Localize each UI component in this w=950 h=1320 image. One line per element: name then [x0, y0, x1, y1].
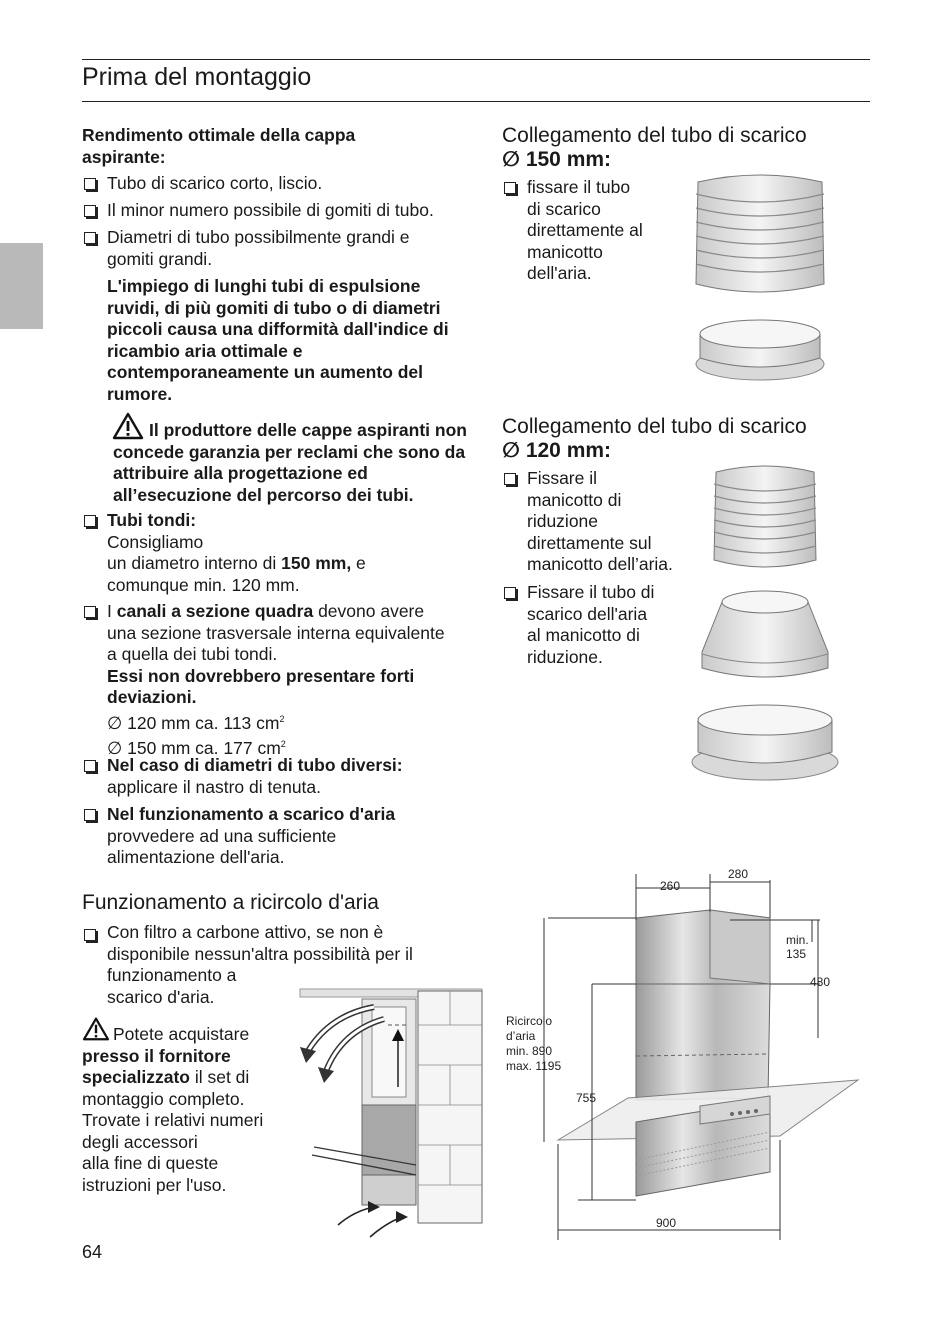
text-line: manicotto di — [527, 489, 622, 510]
page-number: 64 — [82, 1242, 103, 1262]
text-line: alla fine di queste — [82, 1153, 219, 1173]
text-run: e — [351, 553, 366, 573]
text-run-bold: specializzato — [82, 1067, 190, 1087]
text-run: I — [107, 601, 117, 621]
checkbox-icon — [504, 587, 516, 599]
superscript: 2 — [280, 738, 286, 749]
section-heading-120 — [502, 415, 807, 463]
text-run-bold: canali a sezione quadra — [116, 601, 314, 621]
header-rule-top — [82, 59, 870, 60]
text-line: montaggio completo. — [82, 1088, 245, 1109]
checkbox-icon — [84, 760, 96, 772]
heading-line-bold: ∅ 120 mm: — [502, 439, 612, 462]
text-line-bold: presso il fornitore — [82, 1045, 231, 1066]
dim-480: 480 — [810, 975, 831, 989]
square-ducts-item — [107, 601, 477, 759]
dim-ricircolo: Ricircolo — [506, 1014, 553, 1028]
warning-bold-text: L'impiego di lunghi tubi di espulsione ruvidi, di più gomiti di tubo o di diametri piccoli causa una difformità dall'indice di ricambio aria ottimale e contemporaneamente un aumento del rumore. — [107, 276, 449, 404]
heading-line: Collegamento del tubo di scarico — [502, 415, 807, 438]
dim-280: 280 — [728, 867, 749, 881]
optimal-performance-heading: Rendimento ottimale della cappa aspirante: — [82, 125, 356, 167]
exhaust-mode-text: alimentazione dell'aria. — [107, 847, 285, 867]
text-line: di scarico — [527, 198, 601, 219]
text-line: Fissare il tubo di — [527, 582, 655, 602]
text-line: degli accessori — [82, 1131, 198, 1152]
page-title: Prima del montaggio — [82, 63, 312, 91]
list-item: Diametri di tubo possibilmente grandi e gomiti grandi. — [107, 227, 410, 269]
instruction-120-reducer — [527, 468, 697, 576]
instruction-150 — [527, 177, 687, 285]
flexible-pipe-150-illustration — [690, 172, 830, 387]
text-line: istruzioni per l'uso. — [82, 1174, 227, 1195]
section-heading-150 — [502, 124, 807, 172]
text-line: direttamente sul — [527, 532, 652, 553]
text-line: Con filtro a carbone attivo, se non è — [107, 922, 384, 942]
heading-line-bold: ∅ 150 mm: — [502, 148, 612, 171]
exhaust-mode-item — [107, 804, 477, 869]
square-ducts-bold: Essi non dovrebbero presentare forti deviazioni. — [107, 665, 415, 707]
round-pipes-text: Consigliamo — [107, 531, 204, 552]
accessory-note — [82, 1024, 297, 1196]
checkbox-icon — [84, 515, 96, 527]
text-run: un diametro interno di — [107, 553, 282, 573]
exhaust-mode-title: Nel funzionamento a scarico d'aria — [107, 804, 396, 824]
text-line: riduzione. — [527, 646, 603, 667]
text-line: Potete acquistare — [113, 1024, 250, 1044]
checkbox-icon — [84, 809, 96, 821]
dim-min: min. — [786, 933, 809, 947]
text-run-bold: 150 mm, — [281, 553, 352, 573]
checkbox-icon — [84, 205, 96, 217]
round-pipes-item — [107, 510, 467, 596]
checkbox-icon — [504, 182, 516, 194]
round-pipes-diameter — [107, 553, 467, 575]
dim-260: 260 — [660, 879, 681, 893]
text-line: disponibile nessun'altra possibilità per il — [107, 943, 413, 964]
checkbox-icon — [84, 929, 96, 941]
heading-line: Collegamento del tubo di scarico — [502, 124, 807, 147]
dim-ricircolo-max: max. 1195 — [506, 1059, 562, 1073]
recirculation-airflow-illustration — [296, 985, 486, 1240]
hood-dimension-diagram — [500, 860, 870, 1250]
checkbox-icon — [84, 606, 96, 618]
exhaust-mode-text: provvedere ad una sufficiente — [107, 825, 337, 846]
checkbox-icon — [84, 178, 96, 190]
text-run: ∅ 150 mm ca. 177 cm — [107, 737, 281, 758]
square-ducts-line — [107, 601, 477, 623]
diff-diameter-text: applicare il nastro di tenuta. — [107, 776, 322, 797]
caution-text: Il produttore delle cappe aspiranti non concede garanzia per reclami che sono da attribuire alla progettazione ed all’esecuzione del percorso dei tubi. — [113, 420, 467, 505]
text-line: fissare il tubo — [527, 177, 631, 197]
text-line: direttamente al — [527, 220, 643, 240]
flexible-pipe-120-illustration — [690, 462, 840, 792]
text-line: funzionamento a — [107, 965, 237, 985]
dim-ricircolo: d’aria — [506, 1029, 536, 1043]
text-line: manicotto dell’aria. — [527, 554, 673, 574]
round-pipes-title: Tubi tondi: — [107, 510, 197, 530]
text-line: Trovate i relativi numeri — [82, 1110, 264, 1130]
dimension-120 — [107, 709, 477, 734]
text-line — [82, 1067, 297, 1089]
list-item: Il minor numero possibile di gomiti di tubo. — [107, 200, 434, 220]
text-line: riduzione — [527, 511, 599, 531]
square-ducts-line: una sezione trasversale interna equivalente — [107, 622, 445, 643]
checkbox-icon — [504, 473, 516, 485]
dim-900: 900 — [656, 1216, 677, 1230]
superscript: 2 — [279, 713, 285, 724]
text-line: al manicotto di — [527, 625, 640, 645]
dim-755: 755 — [576, 1091, 597, 1105]
diff-diameter-item — [107, 755, 477, 798]
dim-ricircolo-min: min. 890 — [506, 1044, 553, 1058]
text-line: scarico d'aria. — [107, 986, 215, 1007]
list-item: Tubo di scarico corto, liscio. — [107, 173, 323, 193]
text-run: devono avere — [313, 601, 425, 621]
diff-diameter-title: Nel caso di diametri di tubo diversi: — [107, 755, 403, 775]
text-line: Fissare il — [527, 468, 598, 488]
text-run: ∅ 120 mm ca. 113 cm — [107, 712, 280, 733]
text-line: manicotto — [527, 241, 603, 262]
square-ducts-line: a quella dei tubi tondi. — [107, 644, 278, 664]
section-tab — [0, 243, 43, 329]
instruction-120-pipe — [527, 582, 697, 668]
dim-135: 135 — [786, 947, 807, 961]
text-line: dell'aria. — [527, 263, 592, 283]
text-run: il set di — [189, 1067, 250, 1087]
header-rule-bottom — [82, 101, 870, 102]
text-line: scarico dell'aria — [527, 603, 648, 624]
checkbox-icon — [84, 232, 96, 244]
recirculation-heading: Funzionamento a ricircolo d'aria — [82, 891, 379, 914]
round-pipes-min: comunque min. 120 mm. — [107, 574, 300, 595]
